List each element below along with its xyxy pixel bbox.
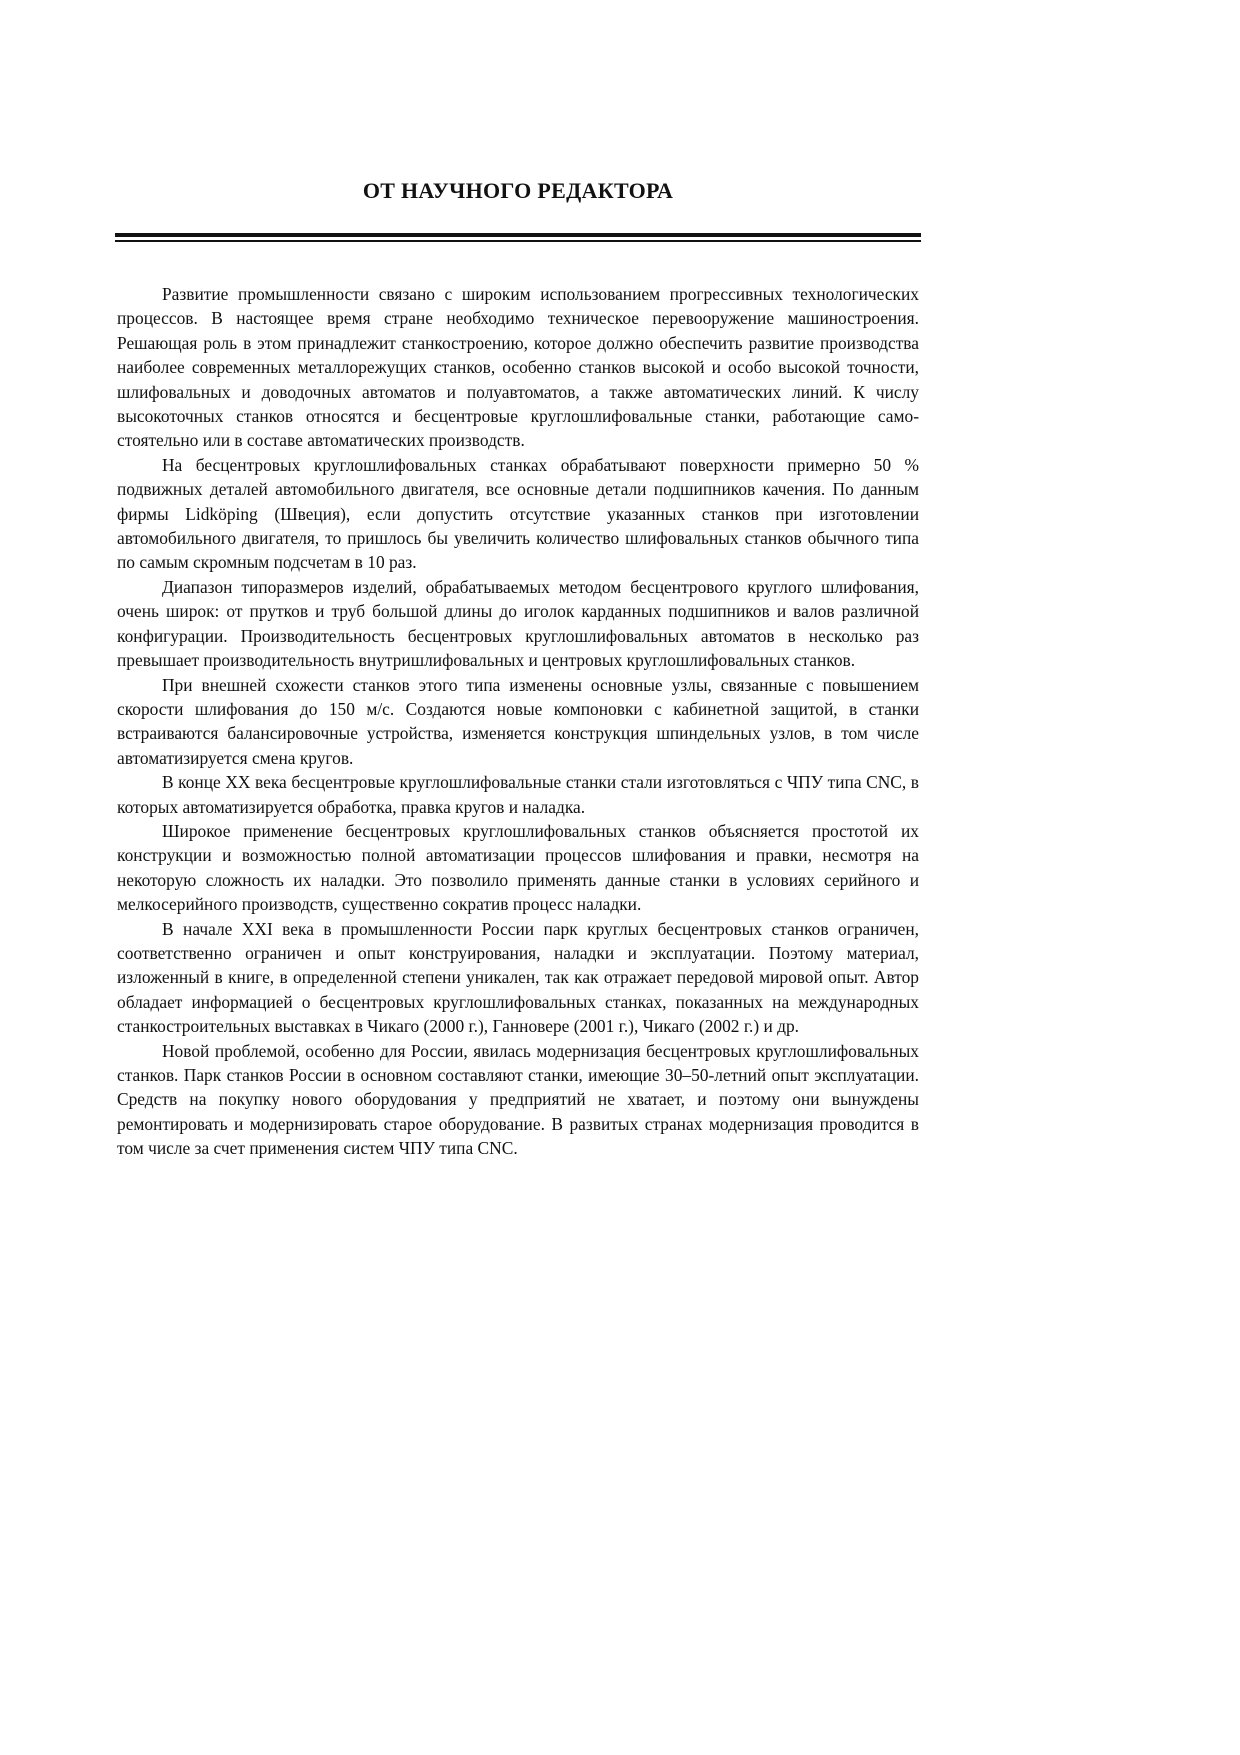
paragraph: На бесцентровых круглошлифовальных станках обрабатывают поверхности примерно 50 % подвижных деталей автомобильного двигателя, все основные детали подшипников качения. По данным фирмы Lidköping (Швеция), если допустить отсутствие указанных станков при изготовлении автомобильного двигателя, то пришлось бы увеличить количество шлифовальных станков обычного типа по самым скромным подсчетам в 10 раз. — [117, 454, 919, 573]
paragraph: В начале XXI века в промышленности России парк круглых бесцентровых станков ограничен, соответственно ограничен и опыт конструирования, наладки и эксплуатации. Поэтому материал, изложенный в книге, в определенной степени уникален, так как отражает передовой мировой опыт. Автор обладает информацией о бесцентровых круглошлифовальных станках, показанных на международных станкостроительных выставках в Чикаго (2000 г.), Ганновере (2001 г.), Чикаго (2002 г.) и др. — [117, 918, 919, 1037]
paragraph: Новой проблемой, особенно для России, явилась модернизация бесцентровых круглошлифовальных станков. Парк станков России в основном составляют станки, имеющие 30–50-летний опыт эксплуатации. Средств на покупку нового оборудования у предприятий не хватает, и поэтому они вынуждены ремонтировать и модернизировать старое оборудование. В развитых странах модернизация проводится в том числе за счет применения систем ЧПУ типа CNC. — [117, 1040, 919, 1159]
title-rule-thin — [115, 240, 921, 242]
title-rule-thick — [115, 233, 921, 237]
paragraph: При внешней схожести станков этого типа изменены основные узлы, связанные с повышением скорости шлифования до 150 м/с. Создаются новые компоновки с кабинетной защитой, в станки встраиваются балансировочные устройства, изменяется конструкция шпиндельных узлов, в том числе автоматизируется смена кругов. — [117, 674, 919, 768]
paragraph: В конце XX века бесцентровые круглошлифовальные станки стали изготовляться с ЧПУ типа CNC, в которых автоматизируется обработка, правка кругов и наладка. — [117, 772, 919, 817]
body-text — [117, 282, 919, 1161]
paragraph: Широкое применение бесцентровых круглошлифовальных станков объясняется простотой их конструкции и возможностью полной автоматизации процессов шлифования и правки, несмотря на некоторую сложность их наладки. Это позволило применять данные станки в условиях серийного и мелкосерийного производств, существенно сократив процесс наладки. — [117, 820, 919, 915]
paragraph: Диапазон типоразмеров изделий, обрабатываемых методом бесцентрового круглого шлифования, очень широк: от прутков и труб большой длины до иголок карданных подшипников и валов различной конфигурации. Производительность бесцентровых круглошлифовальных автоматов в несколько раз превышает производительность внутришлифовальных и центровых круглошлифовальных станков. — [117, 576, 919, 671]
page-title: ОТ НАУЧНОГО РЕДАКТОРА — [362, 178, 674, 203]
paragraph: Развитие промышленности связано с широким использованием прогрессивных технологических процессов. В настоящее время стране необходимо техническое перевооружение машиностроения. Решающая роль в этом принадлежит станкостроению, которое должно обеспечить развитие производства наиболее современных металлорежущих станков, особенно станков высокой и особо высокой точности, шлифовальных и доводочных автоматов и полуавтоматов, а также автоматических линий. К числу высокоточных станков относятся и бесцентровые круглошлифовальные станки, работающие самостоятельно или в составе автоматических производств. — [117, 284, 919, 451]
